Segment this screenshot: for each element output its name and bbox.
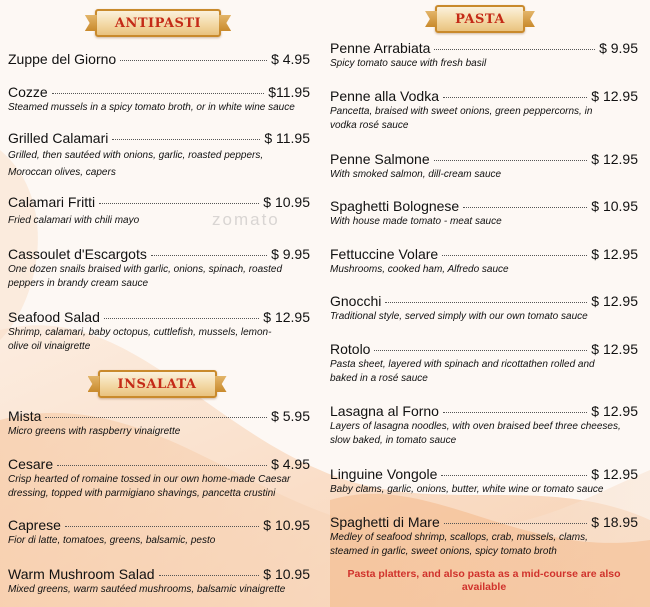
item-price: $ 12.95	[591, 293, 638, 309]
item-price: $ 10.95	[263, 566, 310, 582]
item-description: Pancetta, braised with sweet onions, green peppercorns, in vodka rosé sauce	[330, 106, 593, 131]
item-price: $ 12.95	[263, 309, 310, 325]
leader-dots	[151, 255, 267, 256]
leader-dots	[434, 49, 595, 50]
item-price: $ 10.95	[263, 517, 310, 533]
menu-item	[8, 408, 310, 439]
section-banner-insalata	[101, 370, 213, 398]
item-name: Penne Arrabiata	[330, 40, 431, 56]
item-description: Pasta sheet, layered with spinach and ricottathen rolled and baked in a rosé sauce	[330, 359, 595, 384]
item-price: $ 11.95	[264, 130, 310, 146]
leader-dots	[65, 526, 259, 527]
menu-item	[8, 130, 310, 181]
item-description: Grilled, then sautéed with onions, garlic, roasted peppers, Moroccan olives, capers	[8, 150, 264, 178]
item-description: Crisp hearted of romaine tossed in our own home-made Caesar dressing, topped with parmigiano shavings, pancetta crustini	[8, 474, 291, 499]
item-description: Fried calamari with chili mayo	[8, 215, 140, 226]
item-price: $ 10.95	[591, 198, 638, 214]
menu-item	[8, 309, 310, 354]
menu-item	[8, 517, 310, 548]
item-name: Fettuccine Volare	[330, 246, 439, 262]
item-description: Steamed mussels in a spicy tomato broth, or in white wine sauce	[8, 102, 295, 113]
menu-item	[330, 341, 638, 386]
menu-item	[330, 40, 638, 71]
item-name: Cozze	[8, 84, 48, 100]
item-description: Mushrooms, cooked ham, Alfredo sauce	[330, 264, 509, 275]
item-name: Grilled Calamari	[8, 130, 109, 146]
menu-item	[330, 198, 638, 229]
item-description: With smoked salmon, dill-cream sauce	[330, 169, 502, 180]
item-name: Seafood Salad	[8, 309, 100, 325]
leader-dots	[120, 60, 267, 61]
leader-dots	[159, 575, 260, 576]
menu-item	[330, 403, 638, 448]
menu-item	[8, 566, 310, 597]
item-description: With house made tomato - meat sauce	[330, 216, 502, 227]
menu-item	[8, 194, 310, 228]
item-price: $ 12.95	[591, 246, 638, 262]
leader-dots	[443, 97, 587, 98]
menu-item	[8, 456, 310, 501]
item-price: $ 5.95	[271, 408, 310, 424]
item-price: $ 9.95	[271, 246, 310, 262]
menu-item	[8, 51, 310, 67]
item-name: Spaghetti Bolognese	[330, 198, 460, 214]
item-name: Lasagna al Forno	[330, 403, 439, 419]
item-description: Shrimp, calamari, baby octopus, cuttlefish, mussels, lemon-olive oil vinaigrette	[8, 327, 272, 352]
item-price: $11.95	[268, 84, 310, 100]
item-description: Traditional style, served simply with our own tomato sauce	[330, 311, 588, 322]
item-price: $ 4.95	[271, 456, 310, 472]
item-description: Layers of lasagna noodles, with oven braised beef three cheeses, slow baked, in tomato sauce	[330, 421, 621, 446]
leader-dots	[434, 160, 588, 161]
section-title: ANTIPASTI	[114, 15, 202, 31]
item-name: Spaghetti di Mare	[330, 514, 440, 530]
menu-item	[330, 246, 638, 277]
leader-dots	[443, 412, 587, 413]
pasta-footnote: Pasta platters, and also pasta as a mid-course are also available	[347, 568, 621, 593]
section-banner-antipasti	[103, 9, 213, 37]
menu-item	[8, 246, 310, 291]
item-name: Caprese	[8, 517, 61, 533]
item-price: $ 12.95	[591, 341, 638, 357]
section-title: INSALATA	[117, 376, 197, 392]
item-description: Baby clams, garlic, onions, butter, white wine or tomato sauce	[330, 484, 604, 495]
leader-dots	[52, 93, 265, 94]
leader-dots	[442, 255, 587, 256]
leader-dots	[463, 207, 587, 208]
item-name: Linguine Vongole	[330, 466, 438, 482]
menu-item	[330, 293, 638, 324]
item-name: Rotolo	[330, 341, 371, 357]
item-price: $ 12.95	[591, 88, 638, 104]
leader-dots	[385, 302, 587, 303]
menu-item	[330, 466, 638, 497]
item-price: $ 4.95	[271, 51, 310, 67]
item-description: Fior di latte, tomatoes, greens, balsamic, pesto	[8, 535, 216, 546]
item-name: Mista	[8, 408, 42, 424]
item-name: Penne alla Vodka	[330, 88, 439, 104]
section-title: PASTA	[455, 11, 505, 27]
item-price: $ 12.95	[591, 151, 638, 167]
item-price: $ 12.95	[591, 403, 638, 419]
leader-dots	[99, 203, 259, 204]
watermark: zomato	[212, 210, 280, 229]
item-price: $ 12.95	[591, 466, 638, 482]
item-description: Mixed greens, warm sautéed mushrooms, balsamic vinaigrette	[8, 584, 286, 595]
item-description: One dozen snails braised with garlic, onions, spinach, roasted peppers in brandy cream sauce	[8, 264, 283, 289]
item-price: $ 10.95	[263, 194, 310, 210]
leader-dots	[57, 465, 267, 466]
menu-item	[330, 88, 638, 133]
menu-item	[8, 84, 310, 115]
item-name: Calamari Fritti	[8, 194, 96, 210]
leader-dots	[374, 350, 587, 351]
item-price: $ 9.95	[599, 40, 638, 56]
item-price: $ 18.95	[591, 514, 638, 530]
leader-dots	[45, 417, 267, 418]
menu-item	[330, 514, 638, 559]
section-banner-pasta	[425, 5, 535, 33]
item-name: Cesare	[8, 456, 54, 472]
leader-dots	[104, 318, 259, 319]
leader-dots	[444, 523, 588, 524]
item-name: Cassoulet d'Escargots	[8, 246, 147, 262]
item-name: Gnocchi	[330, 293, 382, 309]
item-description: Micro greens with raspberry vinaigrette	[8, 426, 181, 437]
item-name: Penne Salmone	[330, 151, 430, 167]
item-name: Zuppe del Giorno	[8, 51, 117, 67]
leader-dots	[441, 475, 587, 476]
leader-dots	[112, 139, 260, 140]
item-description: Spicy tomato sauce with fresh basil	[330, 58, 487, 69]
item-name: Warm Mushroom Salad	[8, 566, 155, 582]
menu-item	[330, 151, 638, 182]
item-description: Medley of seafood shrimp, scallops, crab, mussels, clams, steamed in garlic, sweet onions, spicy tomato broth	[330, 532, 588, 557]
